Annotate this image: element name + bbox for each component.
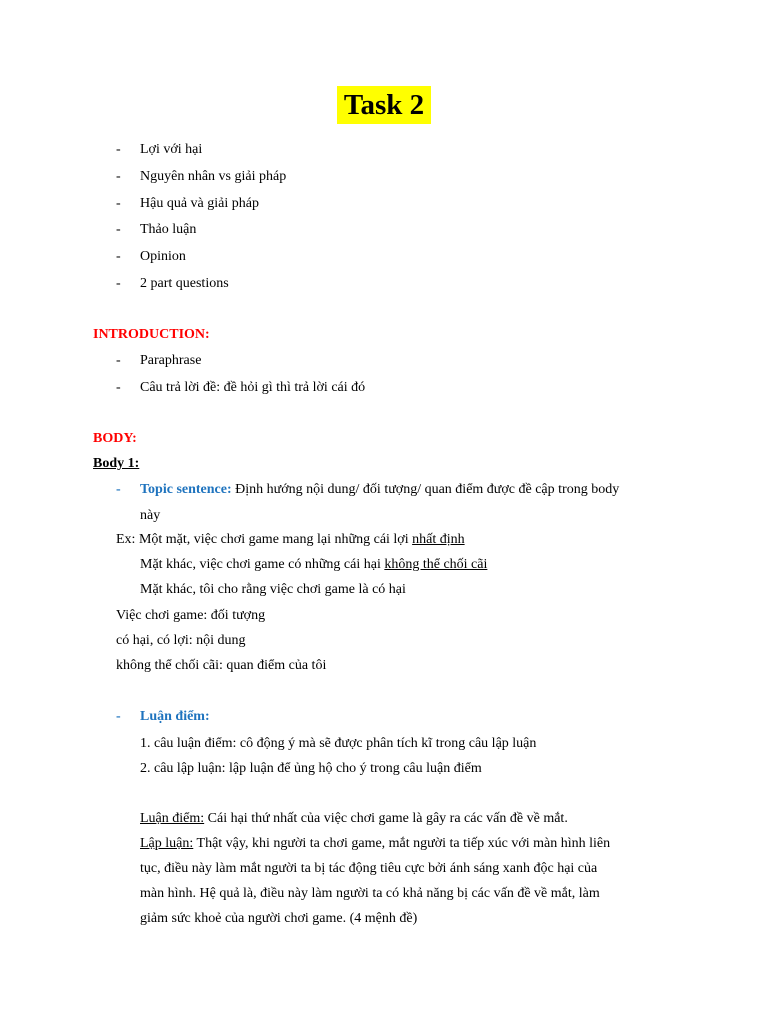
sample-text: Thật vậy, khi người ta chơi game, mắt người ta tiếp xúc với màn hình liên	[193, 836, 611, 851]
sample-text-line: tục, điều này làm mắt người ta bị tác động tiêu cực bởi ánh sáng xanh độc hại của	[140, 861, 598, 876]
example-line	[116, 531, 465, 549]
topic-sentence-label: Topic sentence:	[140, 482, 232, 497]
list-bullet: -	[116, 709, 121, 724]
body-heading: BODY:	[93, 431, 137, 446]
example-text: Mặt khác, việc chơi game có những cái hại	[140, 557, 385, 572]
sample-label: Luận điểm:	[140, 811, 205, 826]
list-item: Opinion	[140, 249, 186, 264]
topic-sentence-continuation: này	[140, 508, 161, 523]
topic-sentence-text: Định hướng nội dung/ đối tượng/ quan điểm được đề cập trong body	[231, 482, 620, 497]
sample-lap-luan	[140, 835, 610, 853]
sample-luan-diem	[140, 810, 568, 828]
list-bullet: -	[116, 353, 121, 368]
sample-text: Cái hại thứ nhất của việc chơi game là gây ra các vấn đề về mắt.	[204, 811, 568, 826]
example-line: Mặt khác, tôi cho rằng việc chơi game là có hại	[140, 582, 406, 597]
list-item: Câu trả lời đề: đề hỏi gì thì trả lời cái đó	[140, 380, 366, 395]
example-line: Việc chơi game: đối tượng	[116, 608, 266, 623]
luan-diem-heading: Luận điểm:	[140, 709, 210, 724]
luan-diem-point: 1. câu luận điểm: cô động ý mà sẽ được phân tích kĩ trong câu lập luận	[140, 736, 537, 751]
list-bullet: -	[116, 142, 121, 157]
list-bullet: -	[116, 276, 121, 291]
list-item: Thảo luận	[140, 222, 197, 237]
list-bullet: -	[116, 249, 121, 264]
list-bullet: -	[116, 169, 121, 184]
example-underlined: nhất định	[412, 532, 465, 547]
sample-label: Lập luận:	[140, 836, 194, 851]
example-line	[140, 556, 487, 574]
example-text: Ex: Một mặt, việc chơi game mang lại những cái lợi	[116, 532, 413, 547]
example-line: không thể chối cãi: quan điểm của tôi	[116, 658, 327, 673]
sample-text-line: giảm sức khoẻ của người chơi game. (4 mệnh đề)	[140, 911, 418, 926]
list-bullet: -	[116, 380, 121, 395]
list-item: Hậu quả và giải pháp	[140, 196, 259, 211]
list-bullet: -	[116, 222, 121, 237]
list-item: Paraphrase	[140, 353, 202, 368]
list-item: Nguyên nhân vs giải pháp	[140, 169, 287, 184]
sample-text-line: màn hình. Hệ quả là, điều này làm người ta có khả năng bị các vấn đề về mắt, làm	[140, 886, 600, 901]
body1-heading: Body 1:	[93, 456, 140, 471]
list-bullet: -	[116, 196, 121, 211]
luan-diem-point: 2. câu lập luận: lập luận để ủng hộ cho ý trong câu luận điểm	[140, 761, 482, 776]
example-underlined: không thể chối cãi	[384, 557, 488, 572]
introduction-heading: INTRODUCTION:	[93, 327, 210, 342]
list-bullet: -	[116, 482, 121, 497]
list-item: Lợi với hại	[140, 142, 203, 157]
page-title: Task 2	[337, 86, 431, 124]
example-line: có hại, có lợi: nội dung	[116, 633, 246, 648]
list-item: 2 part questions	[140, 276, 229, 291]
topic-sentence	[140, 481, 619, 499]
